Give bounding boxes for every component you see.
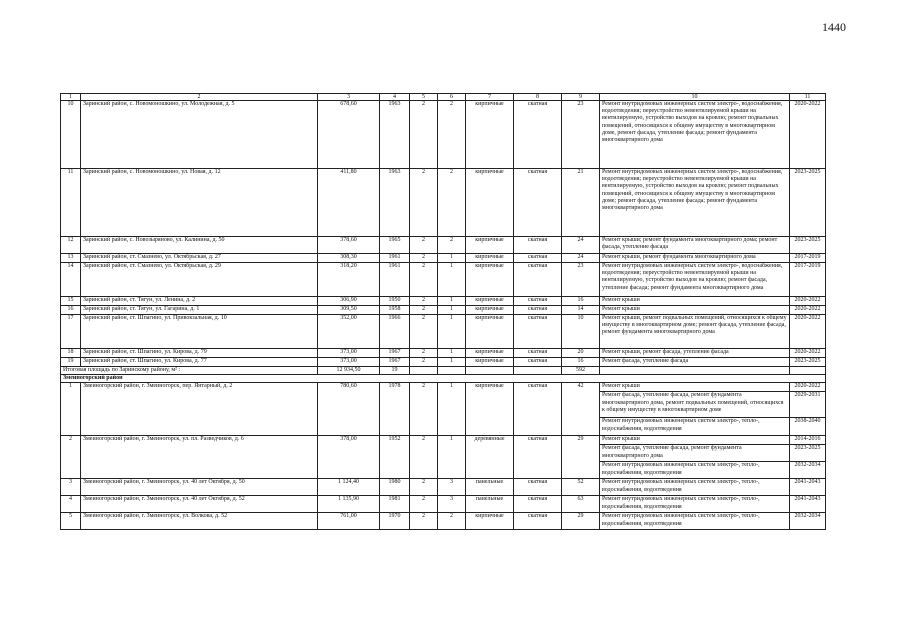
table-row: [61, 315, 826, 349]
apartments-cell: 10: [562, 315, 600, 349]
entrances-cell: 3: [438, 496, 466, 513]
empty-cell: [514, 367, 562, 375]
walls-cell: кирпичные: [466, 254, 514, 263]
period-cell: 2023-2025: [790, 169, 826, 237]
work-cell: Ремонт крыши; ремонт фундамента многоквартирного дома; ремонт фасада, утепление фасада: [600, 237, 790, 254]
empty-cell: [438, 367, 466, 375]
roof-cell: скатная: [514, 496, 562, 513]
row-number: 4: [61, 496, 81, 513]
area-cell: 761,00: [318, 513, 380, 530]
floors-cell: 2: [410, 479, 438, 496]
period-cell: 2017-2019: [790, 263, 826, 297]
area-cell: 1 135,90: [318, 496, 380, 513]
apartments-cell: 20: [562, 349, 600, 358]
roof-cell: скатная: [514, 479, 562, 496]
row-number: 12: [61, 237, 81, 254]
period-cell: 2023-2025: [790, 445, 826, 462]
year-cell: 1958: [380, 306, 410, 315]
roof-cell: скатная: [514, 101, 562, 169]
area-cell: 378,00: [318, 436, 380, 479]
walls-cell: кирпичные: [466, 383, 514, 436]
work-cell: Ремонт фасада, утепление фасада: [600, 358, 790, 367]
year-cell: 1981: [380, 496, 410, 513]
floors-cell: 2: [410, 306, 438, 315]
table-row: [61, 169, 826, 237]
work-cell: Ремонт крыши: [600, 297, 790, 306]
address-cell: Змеиногорский район, г. Змеиногорск, ул. 40 лет Октября, д. 50: [81, 479, 318, 496]
column-header: 11: [790, 94, 826, 101]
work-cell: Ремонт фасада, утепление фасада, ремонт фундамента многоквартирного дома, ремонт подвальных помещений, относящихся к общему имуществу в многоквартирном доме: [600, 392, 790, 418]
apartments-cell: 24: [562, 237, 600, 254]
apartments-cell: 42: [562, 383, 600, 436]
total-area: 12 934,50: [318, 367, 380, 375]
column-header: 9: [562, 94, 600, 101]
section-title-row: [61, 375, 826, 383]
year-cell: 1950: [380, 297, 410, 306]
address-cell: Змеиногорский район, г. Змеиногорск, ул. пл. Разведчиков, д. 6: [81, 436, 318, 479]
period-cell: 2041-2043: [790, 496, 826, 513]
address-cell: Заринский район, с. Новомоношкино, ул. Новая, д. 12: [81, 169, 318, 237]
roof-cell: скатная: [514, 358, 562, 367]
area-cell: 411,80: [318, 169, 380, 237]
entrances-cell: 1: [438, 349, 466, 358]
address-cell: Заринский район, ст. Смазнево, ул. Октябрьская, д. 29: [81, 263, 318, 297]
area-cell: 373,00: [318, 349, 380, 358]
roof-cell: скатная: [514, 297, 562, 306]
row-number: 17: [61, 315, 81, 349]
period-cell: 2029-2031: [790, 392, 826, 418]
apartments-cell: 16: [562, 297, 600, 306]
entrances-cell: 1: [438, 383, 466, 436]
area-cell: 780,60: [318, 383, 380, 436]
area-cell: 309,50: [318, 306, 380, 315]
entrances-cell: 1: [438, 297, 466, 306]
apartments-cell: 29: [562, 513, 600, 530]
floors-cell: 2: [410, 496, 438, 513]
floors-cell: 2: [410, 101, 438, 169]
walls-cell: кирпичные: [466, 169, 514, 237]
roof-cell: скатная: [514, 169, 562, 237]
area-cell: 318,20: [318, 263, 380, 297]
empty-cell: [600, 367, 790, 375]
row-number: 15: [61, 297, 81, 306]
roof-cell: скатная: [514, 254, 562, 263]
address-cell: Заринский район, ст. Тягун, ул. Гагарина, д. 1: [81, 306, 318, 315]
year-cell: 1963: [380, 101, 410, 169]
period-cell: 2020-2022: [790, 297, 826, 306]
roof-cell: скатная: [514, 306, 562, 315]
row-number: 18: [61, 349, 81, 358]
table-row: [61, 263, 826, 297]
period-cell: 2032-2034: [790, 513, 826, 530]
period-cell: 2020-2022: [790, 349, 826, 358]
column-header: 10: [600, 94, 790, 101]
walls-cell: панельные: [466, 496, 514, 513]
floors-cell: 2: [410, 436, 438, 479]
empty-cell: [410, 367, 438, 375]
section-title: Змеиногорский район: [61, 375, 826, 383]
apartments-cell: 52: [562, 479, 600, 496]
row-number: 14: [61, 263, 81, 297]
table-row: [61, 237, 826, 254]
total-apartments: 592: [562, 367, 600, 375]
row-number: 16: [61, 306, 81, 315]
period-cell: 2020-2022: [790, 306, 826, 315]
year-cell: 1967: [380, 358, 410, 367]
year-cell: 1980: [380, 479, 410, 496]
walls-cell: панельные: [466, 479, 514, 496]
year-cell: 1961: [380, 254, 410, 263]
row-number: 2: [61, 436, 81, 479]
empty-cell: [466, 367, 514, 375]
period-cell: 2023-2025: [790, 358, 826, 367]
entrances-cell: 2: [438, 101, 466, 169]
column-header: 4: [380, 94, 410, 101]
row-number: 11: [61, 169, 81, 237]
apartments-cell: 29: [562, 436, 600, 479]
floors-cell: 2: [410, 263, 438, 297]
column-header: 7: [466, 94, 514, 101]
year-cell: 1965: [380, 237, 410, 254]
floors-cell: 2: [410, 383, 438, 436]
apartments-cell: 24: [562, 254, 600, 263]
table-body: [61, 101, 826, 530]
walls-cell: кирпичные: [466, 315, 514, 349]
table-row: [61, 297, 826, 306]
address-cell: Заринский район, ст. Шпагино, ул. Кирова, д. 77: [81, 358, 318, 367]
walls-cell: кирпичные: [466, 513, 514, 530]
walls-cell: кирпичные: [466, 306, 514, 315]
period-cell: 2020-2022: [790, 101, 826, 169]
work-cell: Ремонт внутридомовых инженерных систем электро-, тепло-, водоснабжения, водоотведения: [600, 479, 790, 496]
walls-cell: кирпичные: [466, 237, 514, 254]
apartments-cell: 16: [562, 358, 600, 367]
address-cell: Заринский район, с. Новозыряново, ул. Калинина, д. 50: [81, 237, 318, 254]
work-cell: Ремонт крыши: [600, 383, 790, 392]
row-number: 5: [61, 513, 81, 530]
address-cell: Змеиногорский район, г. Змеиногорск, пер. Янтарный, д. 2: [81, 383, 318, 436]
period-cell: 2038-2040: [790, 418, 826, 436]
floors-cell: 2: [410, 254, 438, 263]
year-cell: 1966: [380, 315, 410, 349]
entrances-cell: 1: [438, 306, 466, 315]
column-header: 1: [61, 94, 81, 101]
floors-cell: 2: [410, 358, 438, 367]
column-header: 6: [438, 94, 466, 101]
period-cell: 2017-2019: [790, 254, 826, 263]
address-cell: Заринский район, ст. Шпагино, ул. Привокзальная, д. 10: [81, 315, 318, 349]
entrances-cell: 1: [438, 254, 466, 263]
empty-cell: [790, 367, 826, 375]
apartments-cell: 63: [562, 496, 600, 513]
column-header: 5: [410, 94, 438, 101]
period-cell: 2020-2022: [790, 315, 826, 349]
work-cell: Ремонт внутридомовых инженерных систем электро-, тепло-, водоснабжения, водоотведения: [600, 418, 790, 436]
walls-cell: кирпичные: [466, 349, 514, 358]
page-number: 1440: [822, 20, 846, 34]
table-row: [61, 513, 826, 530]
entrances-cell: 2: [438, 169, 466, 237]
column-header: 8: [514, 94, 562, 101]
address-cell: Змеиногорский район, г. Змеиногорск, ул. Волкова, д. 52: [81, 513, 318, 530]
table-row: [61, 383, 826, 392]
period-cell: 2032-2034: [790, 462, 826, 479]
work-cell: Ремонт крыши, ремонт фундамента многоквартирного дома: [600, 254, 790, 263]
year-cell: 1952: [380, 436, 410, 479]
floors-cell: 2: [410, 513, 438, 530]
address-cell: Заринский район, ст. Тягун, ул. Ленина, д. 2: [81, 297, 318, 306]
year-cell: 1978: [380, 383, 410, 436]
floors-cell: 2: [410, 297, 438, 306]
table-row: [61, 358, 826, 367]
floors-cell: 2: [410, 315, 438, 349]
walls-cell: кирпичные: [466, 297, 514, 306]
address-cell: Заринский район, с. Новомоношкино, ул. Молодежная, д. 5: [81, 101, 318, 169]
apartments-cell: 23: [562, 263, 600, 297]
work-cell: Ремонт внутридомовых инженерных систем электро-, водоснабжения, водоотведения; переустройство невентилируемой крыши на вентилируемую, устройство выходов на кровлю; ремонт фасада, утепление фасада; ремонт фундамента многоквартирного дома: [600, 263, 790, 297]
total-row: [61, 367, 826, 375]
apartments-cell: 14: [562, 306, 600, 315]
apartments-cell: 21: [562, 169, 600, 237]
entrances-cell: 1: [438, 315, 466, 349]
repair-program-table: [60, 93, 826, 530]
work-cell: Ремонт внутридомовых инженерных систем электро-, тепло-, водоснабжения, водоотведения: [600, 462, 790, 479]
floors-cell: 2: [410, 349, 438, 358]
total-count: 19: [380, 367, 410, 375]
work-cell: Ремонт крыши, ремонт подвальных помещений, относящихся к общему имуществу в многоквартирном доме; ремонт фасада, утепление фасада, ремонт фундамента многоквартирного дома: [600, 315, 790, 349]
entrances-cell: 1: [438, 263, 466, 297]
roof-cell: скатная: [514, 315, 562, 349]
row-number: 3: [61, 479, 81, 496]
address-cell: Заринский район, ст. Шпагино, ул. Кирова, д. 79: [81, 349, 318, 358]
roof-cell: скатная: [514, 349, 562, 358]
roof-cell: скатная: [514, 237, 562, 254]
area-cell: 308,30: [318, 254, 380, 263]
row-number: 19: [61, 358, 81, 367]
entrances-cell: 1: [438, 358, 466, 367]
table-row: [61, 254, 826, 263]
table-row: [61, 349, 826, 358]
entrances-cell: 3: [438, 479, 466, 496]
work-cell: Ремонт крыши: [600, 436, 790, 445]
area-cell: 306,90: [318, 297, 380, 306]
period-cell: 2041-2043: [790, 479, 826, 496]
table-row: [61, 306, 826, 315]
table-header: [61, 94, 826, 101]
entrances-cell: 2: [438, 237, 466, 254]
work-cell: Ремонт крыши, ремонт фасада, утепление фасада: [600, 349, 790, 358]
roof-cell: скатная: [514, 436, 562, 479]
walls-cell: кирпичные: [466, 358, 514, 367]
roof-cell: скатная: [514, 513, 562, 530]
apartments-cell: 23: [562, 101, 600, 169]
table-row: [61, 101, 826, 169]
table-row: [61, 479, 826, 496]
floors-cell: 2: [410, 237, 438, 254]
walls-cell: кирпичные: [466, 263, 514, 297]
address-cell: Заринский район, ст. Смазнево, ул. Октябрьская, д. 27: [81, 254, 318, 263]
row-number: 13: [61, 254, 81, 263]
year-cell: 1961: [380, 263, 410, 297]
year-cell: 1967: [380, 349, 410, 358]
walls-cell: кирпичные: [466, 101, 514, 169]
roof-cell: скатная: [514, 263, 562, 297]
year-cell: 1970: [380, 513, 410, 530]
roof-cell: скатная: [514, 383, 562, 436]
period-cell: 2020-2022: [790, 383, 826, 392]
entrances-cell: 1: [438, 436, 466, 479]
area-cell: 352,00: [318, 315, 380, 349]
row-number: 10: [61, 101, 81, 169]
row-number: 1: [61, 383, 81, 436]
work-cell: Ремонт внутридомовых инженерных систем электро-, водоснабжения, водоотведения; переустройство невентилируемой крыши на вентилируемую, устройство выходов на кровлю; ремонт подвальных помещений, относящихся к общему имуществу в многоквартирном доме, ремонт фасада, утепление фасада; ремонт фундамента многоквартирного дома: [600, 101, 790, 169]
floors-cell: 2: [410, 169, 438, 237]
work-cell: Ремонт фасада, утепление фасада, ремонт фундамента многоквартирного дома: [600, 445, 790, 462]
work-cell: Ремонт крыши: [600, 306, 790, 315]
area-cell: 1 124,40: [318, 479, 380, 496]
period-cell: 2014-2016: [790, 436, 826, 445]
area-cell: 678,60: [318, 101, 380, 169]
table-row: [61, 496, 826, 513]
total-label: Итоговая площадь по Заринскому району, м² :: [61, 367, 318, 375]
period-cell: 2023-2025: [790, 237, 826, 254]
area-cell: 378,60: [318, 237, 380, 254]
entrances-cell: 2: [438, 513, 466, 530]
column-header: 3: [318, 94, 380, 101]
table-row: [61, 436, 826, 445]
area-cell: 373,00: [318, 358, 380, 367]
address-cell: Змеиногорский район, г. Змеиногорск, ул. 40 лет Октября, д. 52: [81, 496, 318, 513]
work-cell: Ремонт внутридомовых инженерных систем электро-, тепло-, водоснабжения, водоотведения: [600, 496, 790, 513]
column-header: 2: [81, 94, 318, 101]
work-cell: Ремонт внутридомовых инженерных систем электро-, водоснабжения, водоотведения; переустройство невентилируемой крыши на вентилируемую, устройство выходов на кровлю; ремонт подвальных помещений, относящихся к общему имуществу в многоквартирном доме; ремонт фасада, утепление фасада; ремонт фундамента многоквартирного дома: [600, 169, 790, 237]
work-cell: Ремонт внутридомовых инженерных систем электро-, тепло-, водоснабжения, водоотведения: [600, 513, 790, 530]
walls-cell: деревянные: [466, 436, 514, 479]
year-cell: 1963: [380, 169, 410, 237]
